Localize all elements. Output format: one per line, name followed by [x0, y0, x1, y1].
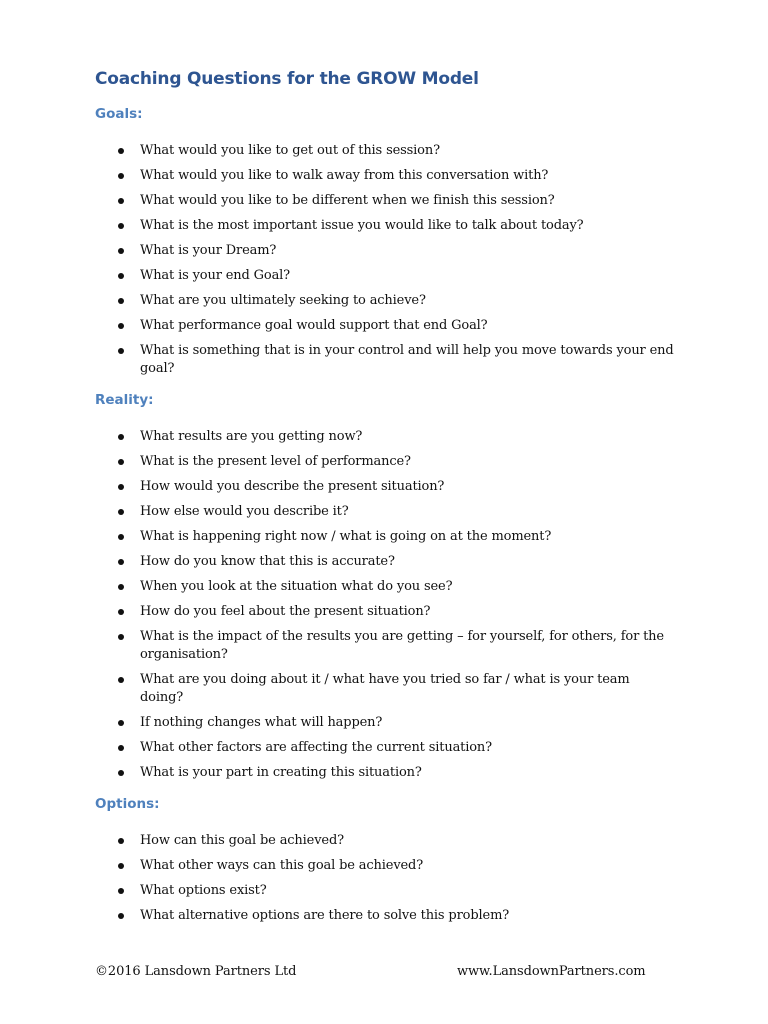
- bullet-icon: [118, 720, 124, 726]
- list-item-text: How do you know that this is accurate?: [140, 554, 395, 569]
- list-item: [0, 882, 675, 900]
- section-heading-reality: Reality:: [95, 392, 154, 408]
- list-item: [0, 503, 675, 521]
- list-item: [0, 192, 675, 210]
- list-item-text: When you look at the situation what do you see?: [140, 579, 453, 594]
- list-item: [0, 857, 675, 875]
- list-item: [0, 242, 675, 260]
- list-item-text: What is something that is in your control and will help you move towards your end goal?: [140, 343, 674, 376]
- footer-website: www.LansdownPartners.com: [457, 964, 646, 979]
- list-item: [0, 167, 675, 185]
- bullet-icon: [118, 677, 124, 683]
- document-title: Coaching Questions for the GROW Model: [95, 69, 479, 89]
- bullet-icon: [118, 863, 124, 869]
- bullet-icon: [118, 634, 124, 640]
- list-item: [0, 628, 675, 664]
- list-item: [0, 907, 675, 925]
- list-item: [0, 671, 675, 707]
- list-item-text: How do you feel about the present situation?: [140, 604, 431, 619]
- section-heading-goals: Goals:: [95, 106, 143, 122]
- bullet-icon: [118, 484, 124, 490]
- bullet-icon: [118, 745, 124, 751]
- list-item-text: What is your part in creating this situation?: [140, 765, 422, 780]
- list-item: [0, 142, 675, 160]
- list-item-text: What options exist?: [140, 883, 267, 898]
- list-item-text: What is your Dream?: [140, 243, 277, 258]
- list-item-text: What other ways can this goal be achieved?: [140, 858, 424, 873]
- list-item-text: If nothing changes what will happen?: [140, 715, 383, 730]
- bullet-icon: [118, 148, 124, 154]
- reality-list: [0, 428, 768, 789]
- bullet-icon: [118, 273, 124, 279]
- list-item-text: How can this goal be achieved?: [140, 833, 344, 848]
- list-item: [0, 764, 675, 782]
- list-item: [0, 292, 675, 310]
- list-item-text: What are you doing about it / what have you tried so far / what is your team doing?: [140, 672, 630, 705]
- bullet-icon: [118, 173, 124, 179]
- list-item-text: How would you describe the present situation?: [140, 479, 445, 494]
- section-heading-options: Options:: [95, 796, 160, 812]
- bullet-icon: [118, 323, 124, 329]
- footer-copyright: ©2016 Lansdown Partners Ltd: [95, 964, 297, 979]
- list-item: [0, 342, 675, 378]
- list-item-text: What alternative options are there to solve this problem?: [140, 908, 510, 923]
- list-item-text: What is the impact of the results you are getting – for yourself, for others, for the organisation?: [140, 629, 664, 662]
- list-item-text: What is your end Goal?: [140, 268, 291, 283]
- bullet-icon: [118, 559, 124, 565]
- bullet-icon: [118, 888, 124, 894]
- bullet-icon: [118, 913, 124, 919]
- bullet-icon: [118, 223, 124, 229]
- list-item-text: How else would you describe it?: [140, 504, 349, 519]
- bullet-icon: [118, 584, 124, 590]
- list-item: [0, 714, 675, 732]
- list-item: [0, 267, 675, 285]
- list-item: [0, 578, 675, 596]
- list-item-text: What other factors are affecting the current situation?: [140, 740, 492, 755]
- list-item: [0, 428, 675, 446]
- list-item-text: What performance goal would support that end Goal?: [140, 318, 488, 333]
- bullet-icon: [118, 838, 124, 844]
- bullet-icon: [118, 434, 124, 440]
- list-item-text: What is the most important issue you would like to talk about today?: [140, 218, 584, 233]
- options-list: [0, 832, 768, 932]
- list-item: [0, 832, 675, 850]
- list-item-text: What results are you getting now?: [140, 429, 363, 444]
- bullet-icon: [118, 770, 124, 776]
- list-item: [0, 453, 675, 471]
- list-item-text: What would you like to get out of this session?: [140, 143, 440, 158]
- list-item: [0, 603, 675, 621]
- bullet-icon: [118, 534, 124, 540]
- list-item-text: What are you ultimately seeking to achieve?: [140, 293, 426, 308]
- list-item: [0, 739, 675, 757]
- bullet-icon: [118, 348, 124, 354]
- bullet-icon: [118, 609, 124, 615]
- bullet-icon: [118, 248, 124, 254]
- bullet-icon: [118, 509, 124, 515]
- bullet-icon: [118, 298, 124, 304]
- list-item-text: What is the present level of performance?: [140, 454, 411, 469]
- list-item: [0, 317, 675, 335]
- list-item-text: What is happening right now / what is going on at the moment?: [140, 529, 552, 544]
- list-item: [0, 528, 675, 546]
- list-item: [0, 478, 675, 496]
- bullet-icon: [118, 459, 124, 465]
- goals-list: [0, 142, 768, 385]
- bullet-icon: [118, 198, 124, 204]
- list-item-text: What would you like to be different when we finish this session?: [140, 193, 555, 208]
- list-item: [0, 217, 675, 235]
- list-item-text: What would you like to walk away from this conversation with?: [140, 168, 549, 183]
- list-item: [0, 553, 675, 571]
